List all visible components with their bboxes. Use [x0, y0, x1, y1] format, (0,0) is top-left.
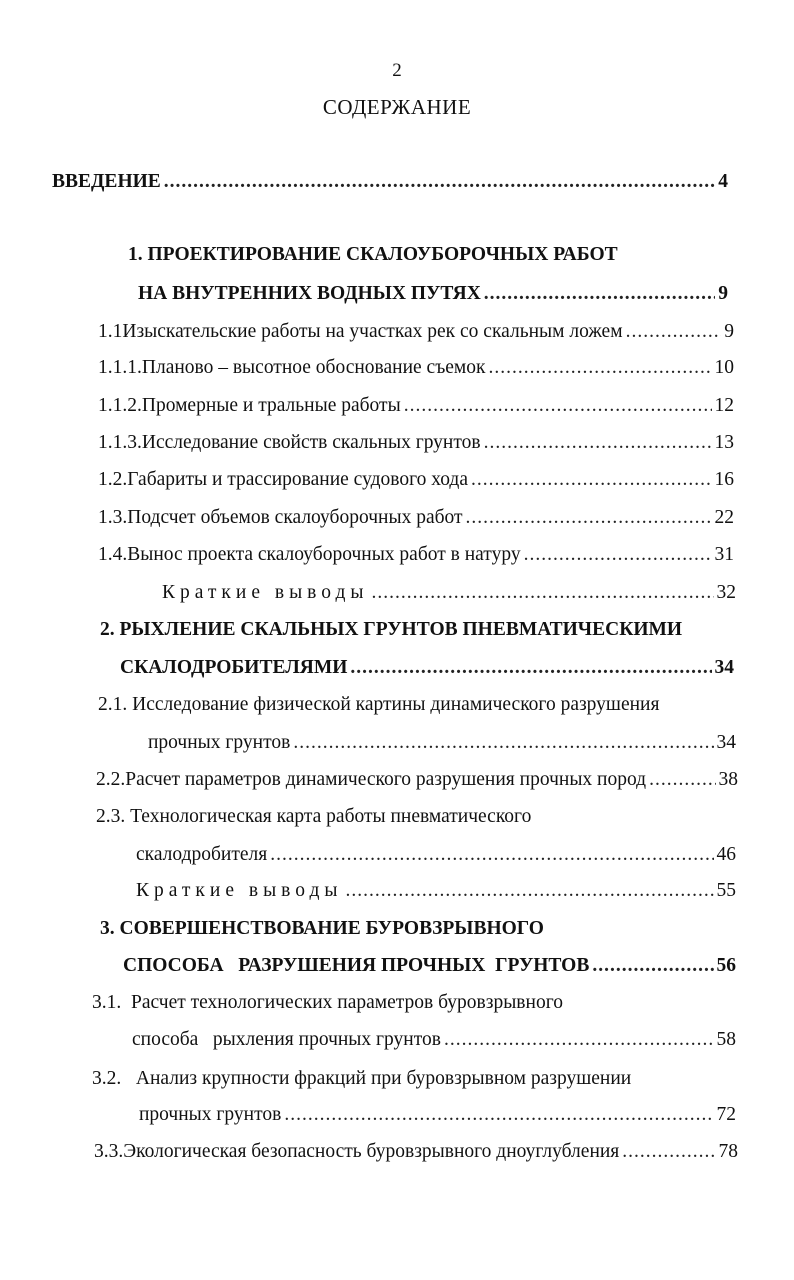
- toc-page-number: 58: [716, 1029, 736, 1050]
- dot-leader: [444, 1028, 714, 1052]
- toc-entry-text: Расчет параметров динамического разрушения прочных пород: [125, 769, 647, 790]
- toc-page-number: 32: [716, 582, 736, 603]
- dot-leader: [484, 282, 715, 306]
- toc-entry-intro[interactable]: [52, 170, 728, 194]
- toc-number: 1.1.1.: [98, 357, 142, 378]
- toc-page-number: 56: [716, 955, 736, 976]
- chapter-3-heading-line1[interactable]: 3. СОВЕРШЕНСТВОВАНИЕ БУРОВЗРЫВНОГО: [100, 918, 544, 939]
- toc-entry-1-1-1[interactable]: [98, 356, 734, 380]
- toc-entry-chapter-1[interactable]: [138, 282, 728, 306]
- toc-number: 3.3.: [94, 1141, 124, 1162]
- toc-page-number: 22: [714, 507, 734, 528]
- dot-leader: [371, 581, 713, 605]
- toc-page-number: 9: [724, 321, 734, 342]
- toc-page-number: 34: [714, 657, 734, 678]
- toc-entry-text: скалодробителя: [136, 844, 268, 865]
- toc-page-number: 78: [718, 1141, 738, 1162]
- toc-entry-1-2[interactable]: [98, 468, 734, 492]
- toc-entry-text: Габариты и трассирование судового хода: [127, 469, 469, 490]
- toc-entry-text: ВВЕДЕНИЕ: [52, 171, 161, 192]
- toc-entry-2-2[interactable]: [96, 768, 738, 792]
- toc-entry-text: способа рыхления прочных грунтов: [132, 1029, 441, 1050]
- dot-leader: [404, 394, 712, 418]
- toc-entry-text: Вынос проекта скалоуборочных работ в натуру: [127, 544, 521, 565]
- toc-entry-chapter-3[interactable]: [123, 954, 736, 978]
- toc-page-number: 46: [716, 844, 736, 865]
- toc-number: 1.1.2.: [98, 395, 142, 416]
- toc-entry-chapter-2-summary[interactable]: [136, 879, 736, 903]
- toc-entry-2-1[interactable]: [148, 731, 736, 755]
- toc-page-number: 72: [716, 1104, 736, 1125]
- toc-entry-chapter-1-summary[interactable]: [162, 581, 736, 605]
- page-number: 2: [392, 60, 402, 81]
- dot-leader: [293, 731, 713, 755]
- toc-entry-text: Краткие выводы: [136, 880, 343, 901]
- dot-leader: [345, 879, 713, 903]
- toc-number: 1.3.: [98, 507, 128, 528]
- dot-leader: [484, 431, 712, 455]
- dot-leader: [350, 656, 711, 680]
- dot-leader: [270, 843, 713, 867]
- toc-number: 1.2.: [98, 469, 128, 490]
- toc-number: 1.1: [98, 321, 123, 342]
- toc-entry-1-1-3[interactable]: [98, 431, 734, 455]
- toc-entry-3-3[interactable]: [94, 1140, 738, 1164]
- toc-entry-3-1-line1[interactable]: 3.1. Расчет технологических параметров буровзрывного: [92, 992, 563, 1013]
- chapter-2-heading-line2: СКАЛОДРОБИТЕЛЯМИ: [120, 657, 348, 678]
- toc-page-number: 34: [716, 732, 736, 753]
- dot-leader: [466, 506, 712, 530]
- toc-entry-1-1[interactable]: [98, 320, 734, 344]
- toc-page-number: 4: [718, 171, 728, 192]
- toc-entry-text: Краткие выводы: [162, 582, 369, 603]
- toc-entry-2-3[interactable]: [136, 843, 736, 867]
- chapter-2-heading-line1[interactable]: 2. РЫХЛЕНИЕ СКАЛЬНЫХ ГРУНТОВ ПНЕВМАТИЧЕСКИМИ: [100, 619, 683, 640]
- toc-number: 1.1.3.: [98, 432, 142, 453]
- dot-leader: [622, 1140, 715, 1164]
- toc-entry-chapter-2[interactable]: [120, 656, 734, 680]
- toc-entry-2-1-line1[interactable]: 2.1. Исследование физической картины динамического разрушения: [98, 694, 660, 715]
- toc-entry-1-3[interactable]: [98, 506, 734, 530]
- toc-entry-3-2[interactable]: [139, 1103, 736, 1127]
- dot-leader: [471, 468, 711, 492]
- dot-leader: [626, 320, 722, 344]
- toc-entry-text: Изыскательские работы на участках рек со скальным ложем: [122, 321, 623, 342]
- page-title: СОДЕРЖАНИЕ: [322, 95, 472, 119]
- toc-number: 2.2.: [96, 769, 126, 790]
- chapter-1-heading-line2: НА ВНУТРЕННИХ ВОДНЫХ ПУТЯХ: [138, 283, 481, 304]
- toc-page-number: 9: [718, 283, 728, 304]
- toc-entry-text: прочных грунтов: [139, 1104, 282, 1125]
- toc-page-number: 55: [716, 880, 736, 901]
- toc-entry-text: Планово – высотное обоснование съемок: [141, 357, 486, 378]
- dot-leader: [592, 954, 713, 978]
- toc-page-number: 10: [714, 357, 734, 378]
- chapter-1-heading-line1[interactable]: 1. ПРОЕКТИРОВАНИЕ СКАЛОУБОРОЧНЫХ РАБОТ: [128, 244, 618, 265]
- toc-page-number: 31: [714, 544, 734, 565]
- toc-entry-text: Экологическая безопасность буровзрывного дноуглубления: [123, 1141, 620, 1162]
- toc-page-number: 38: [718, 769, 738, 790]
- toc-entry-1-4[interactable]: [98, 543, 734, 567]
- dot-leader: [164, 170, 715, 194]
- dot-leader: [489, 356, 712, 380]
- toc-page-number: 12: [714, 395, 734, 416]
- toc-entry-text: прочных грунтов: [148, 732, 291, 753]
- toc-entry-2-3-line1[interactable]: 2.3. Технологическая карта работы пневматического: [96, 806, 532, 827]
- toc-entry-text: Подсчет объемов скалоуборочных работ: [127, 507, 463, 528]
- toc-entry-3-2-line1[interactable]: 3.2. Анализ крупности фракций при буровзрывном разрушении: [92, 1068, 632, 1089]
- toc-entry-1-1-2[interactable]: [98, 394, 734, 418]
- toc-entry-text: Промерные и тральные работы: [141, 395, 401, 416]
- toc-entry-text: Исследование свойств скальных грунтов: [141, 432, 481, 453]
- chapter-3-heading-line2: СПОСОБА РАЗРУШЕНИЯ ПРОЧНЫХ ГРУНТОВ: [123, 955, 590, 976]
- toc-page-number: 16: [714, 469, 734, 490]
- dot-leader: [649, 768, 715, 792]
- dot-leader: [284, 1103, 713, 1127]
- dot-leader: [524, 543, 712, 567]
- toc-page-number: 13: [714, 432, 734, 453]
- toc-number: 1.4.: [98, 544, 128, 565]
- toc-entry-3-1[interactable]: [132, 1028, 736, 1052]
